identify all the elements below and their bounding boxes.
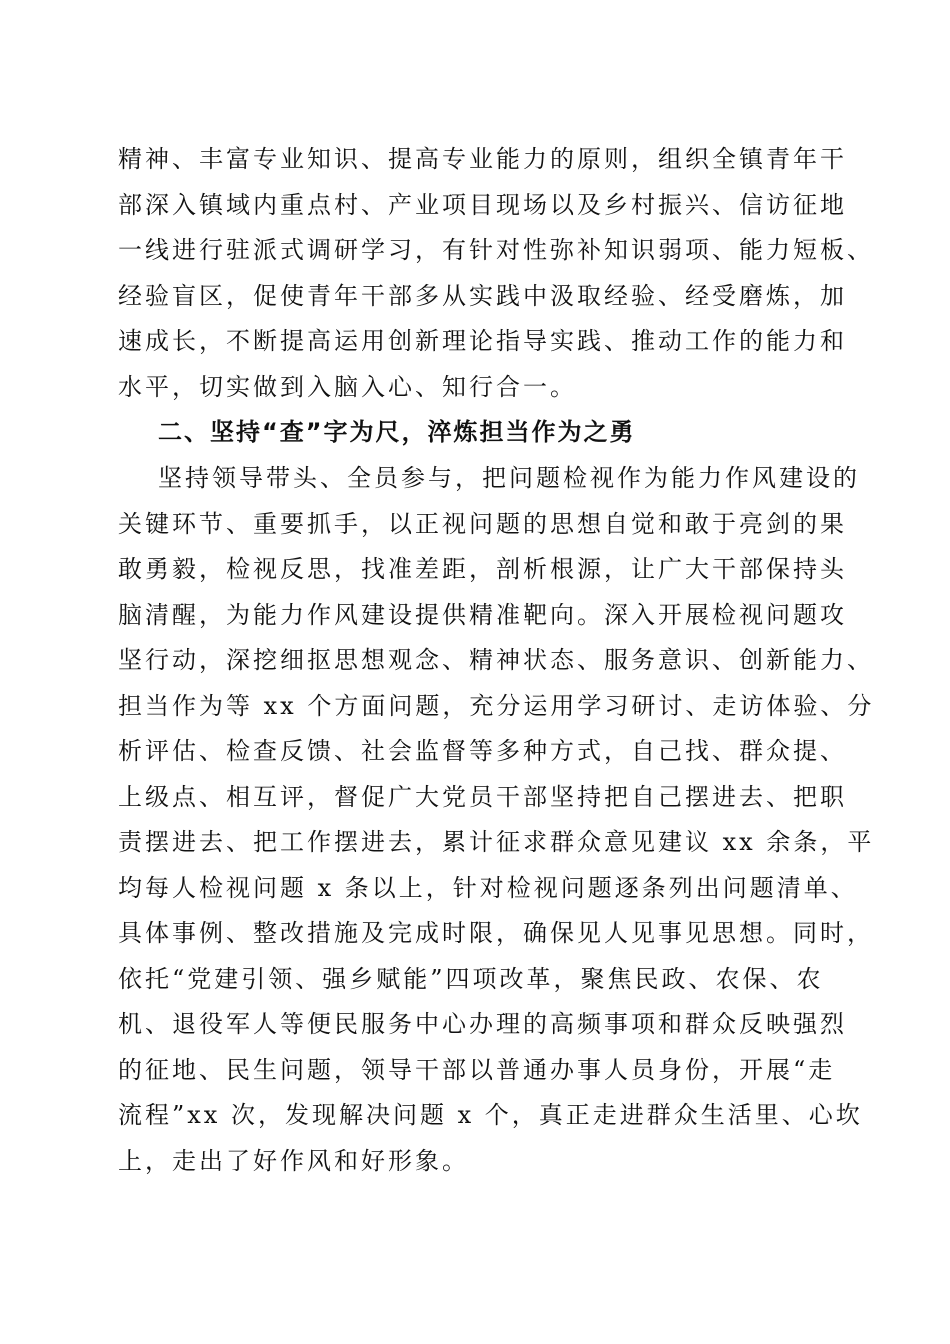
paragraph-line: 坚行动，深挖细抠思想观念、精神状态、服务意识、创新能力、 bbox=[118, 646, 874, 674]
paragraph-line: 具体事例、整改措施及完成时限，确保见人见事见思想。同时， bbox=[118, 919, 874, 947]
paragraph-line: 脑清醒，为能力作风建设提供精准靶向。深入开展检视问题攻 bbox=[118, 600, 847, 629]
paragraph-1 bbox=[118, 137, 874, 410]
paragraph-line: 依托“党建引领、强乡赋能”四项改革，聚焦民政、农保、农 bbox=[118, 964, 824, 993]
paragraph-line: 担当作为等 xx 个方面问题，充分运用学习研讨、走访体验、分 bbox=[118, 691, 875, 720]
paragraph-line: 责摆进去、把工作摆进去，累计征求群众意见建议 xx 余条，平 bbox=[118, 828, 875, 856]
paragraph-line: 上级点、相互评，督促广大党员干部坚持把自己摆进去、把职 bbox=[118, 782, 847, 811]
paragraph-line: 析评估、检查反馈、社会监督等多种方式，自己找、群众提、 bbox=[118, 737, 847, 765]
paragraph-line: 关键环节、重要抓手，以正视问题的思想自觉和敢于亮剑的果 bbox=[118, 509, 847, 538]
paragraph-line: 水平，切实做到入脑入心、知行合一。 bbox=[118, 372, 577, 401]
paragraph-line: 坚持领导带头、全员参与，把问题检视作为能力作风建设的 bbox=[158, 464, 860, 492]
paragraph-line: 上，走出了好作风和好形象。 bbox=[118, 1146, 469, 1175]
paragraph-line: 机、退役军人等便民服务中心办理的高频事项和群众反映强烈 bbox=[118, 1010, 847, 1038]
paragraph-line: 经验盲区，促使青年干部多从实践中汲取经验、经受磨炼，加 bbox=[118, 281, 847, 310]
paragraph-line: 流程”xx 次，发现解决问题 x 个，真正走进群众生活里、心坎 bbox=[118, 1101, 863, 1129]
section-heading: 二、坚持“查”字为尺，淬炼担当作为之勇 bbox=[158, 418, 636, 446]
paragraph-line: 的征地、民生问题，领导干部以普通办事人员身份，开展“走 bbox=[118, 1055, 836, 1084]
paragraph-line: 均每人检视问题 x 条以上，针对检视问题逐条列出问题清单、 bbox=[118, 873, 858, 902]
paragraph-line: 敢勇毅，检视反思，找准差距，剖析根源，让广大干部保持头 bbox=[118, 555, 847, 583]
paragraph-line: 精神、丰富专业知识、提高专业能力的原则，组织全镇青年干 bbox=[118, 145, 847, 173]
paragraph-line: 一线进行驻派式调研学习，有针对性弥补知识弱项、能力短板、 bbox=[118, 236, 874, 264]
paragraph-line: 速成长，不断提高运用创新理论指导实践、推动工作的能力和 bbox=[118, 327, 847, 355]
paragraph-line: 部深入镇域内重点村、产业项目现场以及乡村振兴、信访征地 bbox=[118, 190, 847, 219]
paragraph-2 bbox=[118, 456, 875, 1184]
